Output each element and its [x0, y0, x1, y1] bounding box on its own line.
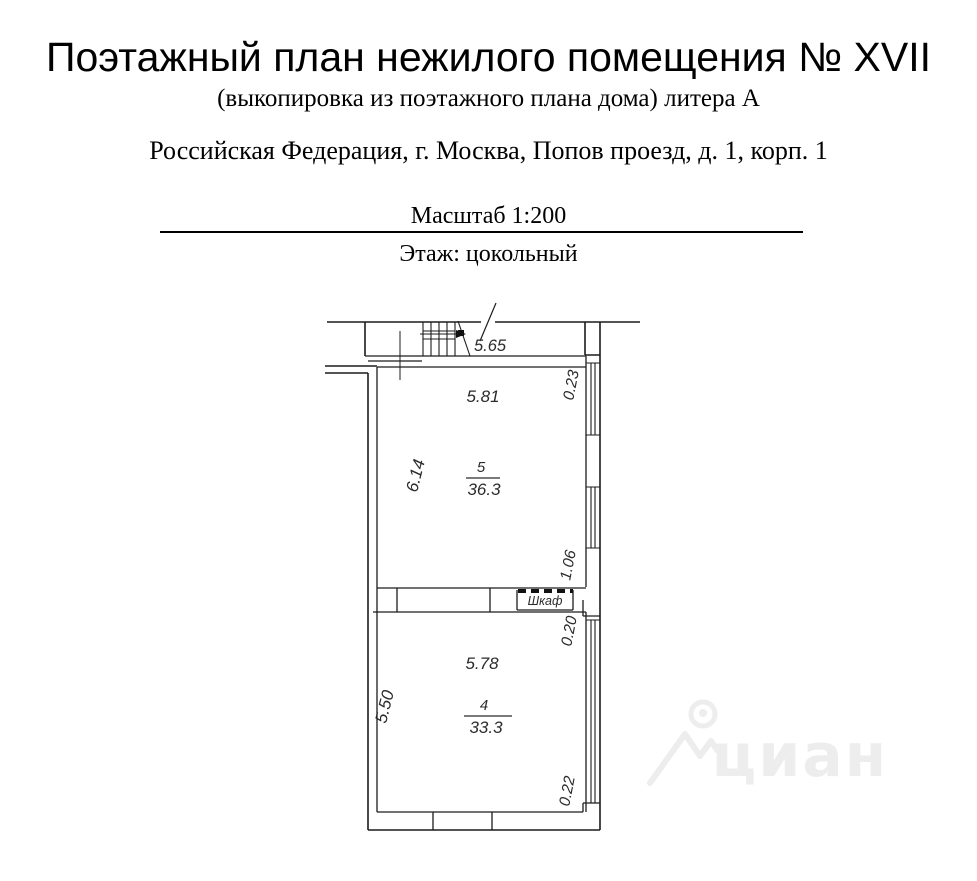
windows: [586, 363, 600, 803]
watermark-pin-dot-icon: [699, 709, 707, 717]
staircase: [400, 321, 470, 380]
dim-wall-lower-right-top: 0.20: [558, 614, 581, 648]
dim-wall-upper-right-top: 0.23: [560, 368, 583, 402]
stair-treads: [423, 322, 455, 356]
break-symbol: [480, 303, 496, 341]
room-4-number: 4: [479, 697, 489, 714]
page-title: Поэтажный план нежилого помещения № XVII: [45, 34, 931, 80]
scale-label: Масштаб 1:200: [410, 203, 567, 229]
window-sills: [586, 363, 600, 620]
document-subtitle: (выкопировка из поэтажного плана дома) литера А: [217, 85, 760, 112]
inner-walls: [365, 356, 600, 812]
stair-cut-line: [458, 321, 470, 356]
floor-label: Этаж: цокольный: [399, 241, 578, 267]
room-4-area: 33.3: [469, 718, 503, 737]
walls: [325, 303, 640, 830]
document-address: Российская Федерация, г. Москва, Попов проезд, д. 1, корп. 1: [149, 136, 828, 165]
dim-room5-depth: 6.14: [402, 457, 429, 495]
watermark-logo: [650, 702, 888, 791]
room-5-number: 5: [476, 459, 486, 476]
watermark-brand-text: циан: [711, 721, 889, 791]
window-glazing: [591, 363, 595, 803]
closet-label: Шкаф: [527, 594, 563, 608]
dim-wall-lower-right-bottom: 0.22: [556, 774, 579, 808]
watermark-pin-icon: [650, 734, 717, 783]
dim-wall-upper-right-bottom: 1.06: [557, 548, 580, 582]
dim-room5-width: 5.81: [466, 387, 500, 406]
dim-room4-depth: 5.50: [371, 688, 398, 726]
room-label-lines: [464, 478, 512, 716]
room-5-area: 36.3: [467, 480, 501, 499]
dim-room4-width: 5.78: [465, 654, 499, 673]
stair-arrow-dot: [458, 330, 464, 336]
dim-stair-width: 5.65: [473, 337, 507, 355]
